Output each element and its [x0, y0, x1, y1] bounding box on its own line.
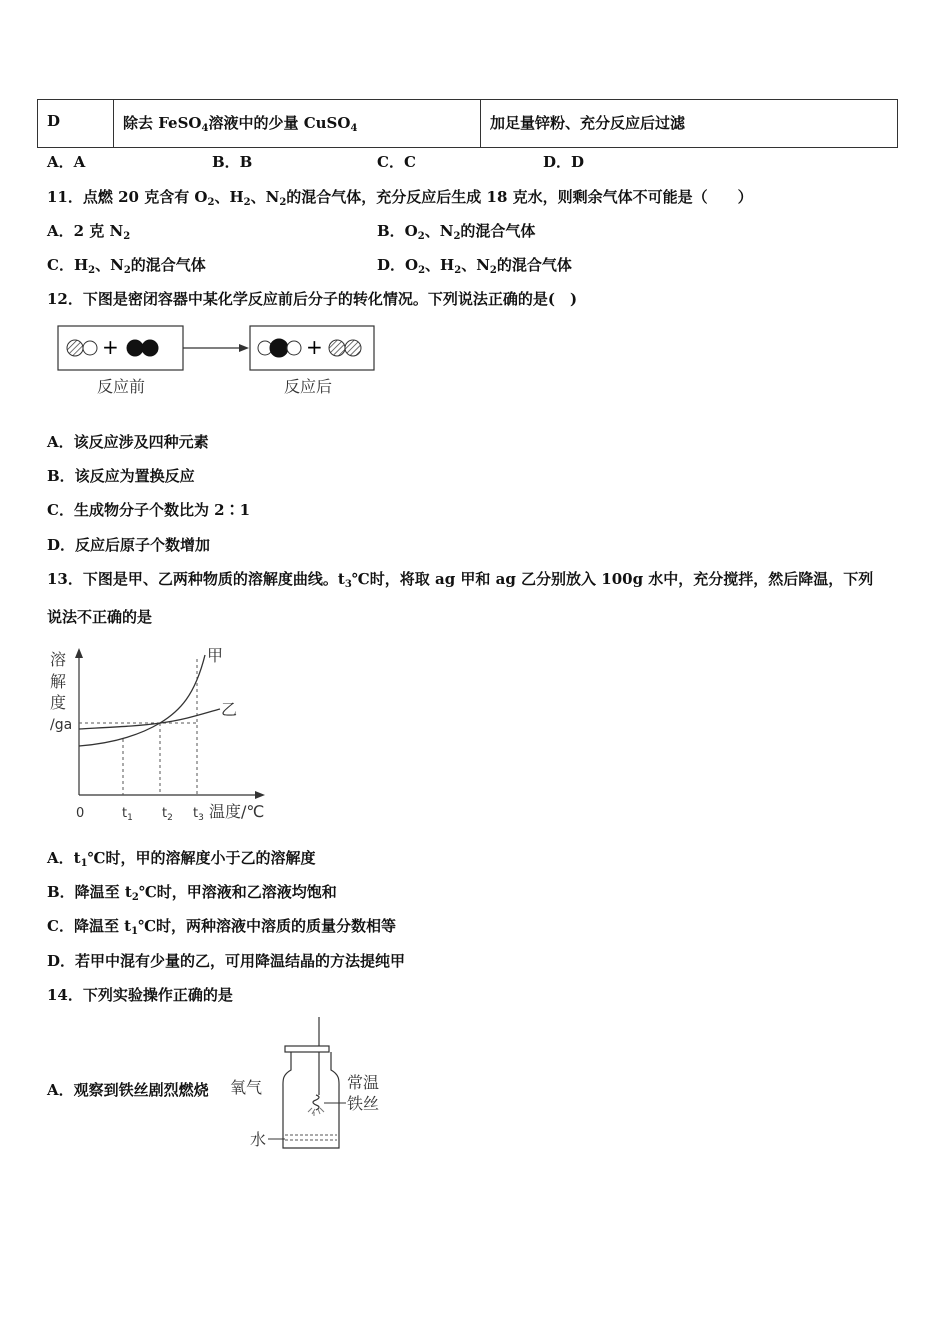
cell-method: 加足量锌粉、充分反应后过滤	[490, 114, 686, 132]
q13-option-c[interactable]: C．降温至 $t_1℃$时，两种溶液中溶质的质量分数相等	[47, 917, 397, 937]
q10-table-row	[37, 99, 898, 148]
x-origin-label: 0	[76, 806, 85, 821]
label-before: 反应前	[97, 377, 146, 396]
q13-stem-line2: 说法不正确的是	[47, 608, 153, 626]
curve-yi	[79, 709, 220, 729]
cell-purpose: 除去 FeSO$_4$溶液中的少量 CuSO$_4$	[123, 114, 358, 134]
y-label-char: 度	[50, 693, 67, 712]
q12-option-b[interactable]: B．该反应为置换反应	[47, 467, 195, 485]
solubility-chart	[45, 645, 280, 830]
q11-option-a[interactable]: A．2 克 $N_2$	[47, 222, 131, 242]
q10-option-d[interactable]: D．D	[543, 153, 585, 171]
y-label-char: 溶	[50, 650, 67, 669]
curve-yi-label: 乙	[221, 700, 238, 719]
q11-option-c[interactable]: C．$H_2$、$N_2$的混合气体	[47, 256, 206, 276]
label-room-temp: 常温	[347, 1073, 380, 1092]
table-divider	[480, 100, 481, 147]
black-atom	[142, 340, 158, 356]
gas-bottle	[283, 1052, 339, 1148]
x-axis-label: 温度/℃	[209, 802, 265, 821]
label-iron-wire: 铁丝	[347, 1094, 380, 1113]
curve-jia	[79, 655, 205, 746]
q12-option-d[interactable]: D．反应后原子个数增加	[47, 536, 211, 554]
y-axis-arrow	[75, 648, 83, 658]
q11-option-b[interactable]: B．$O_2$、$N_2$的混合气体	[377, 222, 536, 242]
label-water: 水	[250, 1130, 267, 1149]
x-tick-t1: $t_1$	[122, 806, 133, 823]
q13-option-a[interactable]: A．$t_1℃$时，甲的溶解度小于乙的溶解度	[47, 849, 316, 869]
q13-stem-line1: 13．下图是甲、乙两种物质的溶解度曲线。$t_3℃$时，将取 ag 甲和 ag 乙分别放入 100g 水中，充分搅拌，然后降温，下列	[47, 570, 874, 590]
plus-sign: +	[306, 335, 323, 359]
q10-option-a[interactable]: A．A	[47, 153, 86, 171]
x-axis-arrow	[255, 791, 265, 799]
iron-coil	[313, 1095, 319, 1110]
q10-option-b[interactable]: B．B	[212, 153, 253, 171]
white-atom	[83, 341, 97, 355]
q11-option-d[interactable]: D．$O_2$、$H_2$、$N_2$的混合气体	[377, 256, 572, 276]
q12-option-a[interactable]: A．该反应涉及四种元素	[47, 433, 209, 451]
q12-stem: 12．下图是密闭容器中某化学反应前后分子的转化情况。下列说法正确的是( )	[47, 290, 578, 308]
black-atom	[127, 340, 143, 356]
reaction-diagram	[55, 322, 385, 400]
x-tick-t2: $t_2$	[162, 806, 173, 823]
label-oxygen: 氧气	[230, 1078, 263, 1097]
y-label-char: 解	[50, 672, 67, 691]
q12-option-c[interactable]: C．生成物分子个数比为 2∶1	[47, 501, 251, 519]
q13-option-d[interactable]: D．若甲中混有少量的乙，可用降温结晶的方法提纯甲	[47, 952, 406, 970]
cell-option: D	[47, 112, 61, 130]
x-tick-t3: $t_3$	[193, 806, 204, 823]
sparks	[308, 1108, 324, 1116]
q10-option-c[interactable]: C．C	[377, 153, 416, 171]
q13-option-b[interactable]: B．降温至 $t_2℃$时，甲溶液和乙溶液均饱和	[47, 883, 337, 903]
hatched-atom	[345, 340, 361, 356]
curve-jia-label: 甲	[207, 646, 224, 665]
hatched-atom	[67, 340, 83, 356]
glass-plate	[285, 1046, 329, 1052]
black-atom	[270, 339, 288, 357]
q11-stem: 11．点燃 20 克含有 $O_2$、$H_2$、$N_2$的混合气体，充分反应后生成 18 克水，则剩余气体不可能是（ ）	[47, 188, 753, 208]
plus-sign: +	[102, 335, 119, 359]
iron-combustion-apparatus	[228, 1015, 398, 1155]
q14-option-a[interactable]: A．观察到铁丝剧烈燃烧	[47, 1081, 209, 1099]
arrow-head	[239, 344, 249, 352]
white-atom	[287, 341, 301, 355]
label-after: 反应后	[284, 377, 333, 396]
hatched-atom	[329, 340, 345, 356]
y-label-unit: /ga	[50, 717, 73, 733]
q14-stem: 14．下列实验操作正确的是	[47, 986, 233, 1004]
table-divider	[113, 100, 114, 147]
